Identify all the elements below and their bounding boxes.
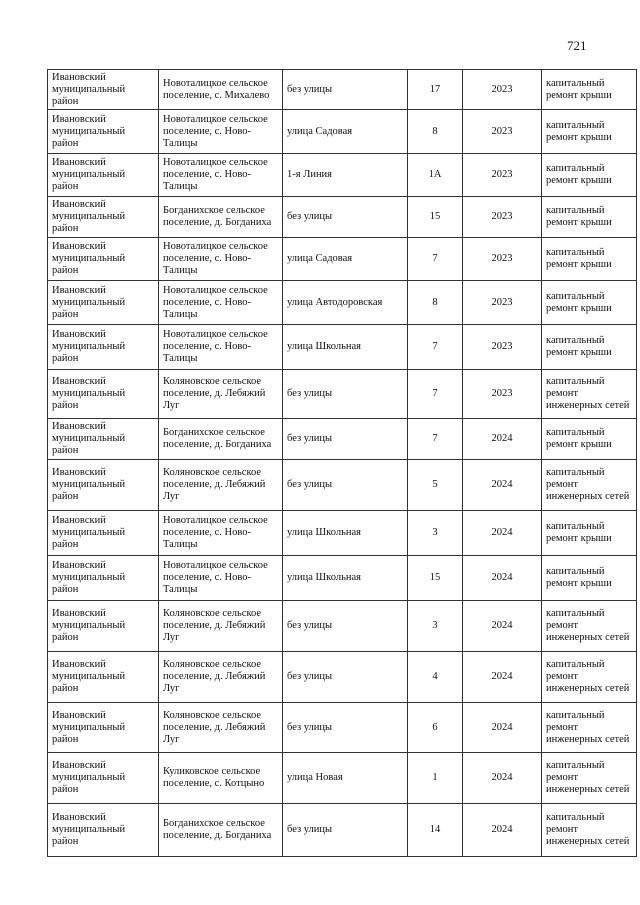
- district-cell: Ивановский муниципальный район: [48, 70, 159, 110]
- work-type-cell: капитальный ремонт крыши: [542, 511, 637, 556]
- house-number-cell: 7: [408, 370, 463, 419]
- street-cell: без улицы: [283, 460, 408, 511]
- district-cell: Ивановский муниципальный район: [48, 753, 159, 804]
- street-cell: без улицы: [283, 601, 408, 652]
- street-cell: без улицы: [283, 804, 408, 857]
- year-cell: 2024: [463, 703, 542, 753]
- work-type-cell: капитальный ремонт инженерных сетей: [542, 652, 637, 703]
- work-type-cell: капитальный ремонт крыши: [542, 419, 637, 460]
- house-number-cell: 8: [408, 110, 463, 154]
- year-cell: 2024: [463, 511, 542, 556]
- street-cell: без улицы: [283, 370, 408, 419]
- table-row: [48, 70, 637, 110]
- settlement-cell: Богданихское сельское поселение, д. Богданиха: [159, 419, 283, 460]
- year-cell: 2024: [463, 804, 542, 857]
- district-cell: Ивановский муниципальный район: [48, 419, 159, 460]
- street-cell: улица Новая: [283, 753, 408, 804]
- house-number-cell: 7: [408, 238, 463, 281]
- street-cell: 1-я Линия: [283, 154, 408, 197]
- year-cell: 2024: [463, 460, 542, 511]
- work-type-cell: капитальный ремонт крыши: [542, 154, 637, 197]
- district-cell: Ивановский муниципальный район: [48, 325, 159, 370]
- year-cell: 2024: [463, 652, 542, 703]
- street-cell: без улицы: [283, 197, 408, 238]
- house-number-cell: 5: [408, 460, 463, 511]
- district-cell: Ивановский муниципальный район: [48, 804, 159, 857]
- district-cell: Ивановский муниципальный район: [48, 281, 159, 325]
- settlement-cell: Новоталицкое сельское поселение, с. Ново-Талицы: [159, 154, 283, 197]
- settlement-cell: Богданихское сельское поселение, д. Богданиха: [159, 197, 283, 238]
- work-type-cell: капитальный ремонт крыши: [542, 110, 637, 154]
- table-body: [48, 70, 637, 857]
- district-cell: Ивановский муниципальный район: [48, 154, 159, 197]
- table-row: [48, 197, 637, 238]
- house-number-cell: 15: [408, 197, 463, 238]
- house-number-cell: 15: [408, 556, 463, 601]
- house-number-cell: 7: [408, 419, 463, 460]
- page-number: 721: [567, 38, 587, 53]
- year-cell: 2023: [463, 154, 542, 197]
- house-number-cell: 14: [408, 804, 463, 857]
- district-cell: Ивановский муниципальный район: [48, 511, 159, 556]
- work-type-cell: капитальный ремонт крыши: [542, 556, 637, 601]
- settlement-cell: Новоталицкое сельское поселение, с. Ново-Талицы: [159, 238, 283, 281]
- district-cell: Ивановский муниципальный район: [48, 601, 159, 652]
- settlement-cell: Коляновское сельское поселение, д. Лебяжий Луг: [159, 703, 283, 753]
- house-number-cell: 17: [408, 70, 463, 110]
- settlement-cell: Новоталицкое сельское поселение, с. Михалево: [159, 70, 283, 110]
- year-cell: 2023: [463, 70, 542, 110]
- street-cell: без улицы: [283, 703, 408, 753]
- district-cell: Ивановский муниципальный район: [48, 197, 159, 238]
- work-type-cell: капитальный ремонт инженерных сетей: [542, 460, 637, 511]
- district-cell: Ивановский муниципальный район: [48, 460, 159, 511]
- house-number-cell: 7: [408, 325, 463, 370]
- settlement-cell: Коляновское сельское поселение, д. Лебяжий Луг: [159, 460, 283, 511]
- street-cell: улица Садовая: [283, 238, 408, 281]
- settlement-cell: Куликовское сельское поселение, с. Котцыно: [159, 753, 283, 804]
- table-row: [48, 556, 637, 601]
- district-cell: Ивановский муниципальный район: [48, 110, 159, 154]
- table-row: [48, 703, 637, 753]
- year-cell: 2023: [463, 238, 542, 281]
- work-type-cell: капитальный ремонт крыши: [542, 238, 637, 281]
- year-cell: 2023: [463, 370, 542, 419]
- street-cell: улица Автодоровская: [283, 281, 408, 325]
- house-number-cell: 8: [408, 281, 463, 325]
- year-cell: 2023: [463, 110, 542, 154]
- year-cell: 2024: [463, 556, 542, 601]
- table-row: [48, 753, 637, 804]
- table-row: [48, 804, 637, 857]
- settlement-cell: Богданихское сельское поселение, д. Богданиха: [159, 804, 283, 857]
- district-cell: Ивановский муниципальный район: [48, 703, 159, 753]
- street-cell: улица Школьная: [283, 556, 408, 601]
- table-row: [48, 652, 637, 703]
- house-number-cell: 1: [408, 753, 463, 804]
- table-row: [48, 110, 637, 154]
- district-cell: Ивановский муниципальный район: [48, 370, 159, 419]
- district-cell: Ивановский муниципальный район: [48, 652, 159, 703]
- work-type-cell: капитальный ремонт инженерных сетей: [542, 804, 637, 857]
- table-row: [48, 238, 637, 281]
- street-cell: без улицы: [283, 652, 408, 703]
- table-row: [48, 370, 637, 419]
- settlement-cell: Коляновское сельское поселение, д. Лебяжий Луг: [159, 370, 283, 419]
- year-cell: 2023: [463, 325, 542, 370]
- house-number-cell: 1А: [408, 154, 463, 197]
- work-type-cell: капитальный ремонт крыши: [542, 325, 637, 370]
- table-row: [48, 325, 637, 370]
- settlement-cell: Новоталицкое сельское поселение, с. Ново-Талицы: [159, 325, 283, 370]
- table-row: [48, 419, 637, 460]
- house-number-cell: 4: [408, 652, 463, 703]
- street-cell: улица Садовая: [283, 110, 408, 154]
- year-cell: 2024: [463, 601, 542, 652]
- work-type-cell: капитальный ремонт крыши: [542, 197, 637, 238]
- house-number-cell: 3: [408, 601, 463, 652]
- street-cell: улица Школьная: [283, 511, 408, 556]
- settlement-cell: Новоталицкое сельское поселение, с. Ново-Талицы: [159, 281, 283, 325]
- district-cell: Ивановский муниципальный район: [48, 556, 159, 601]
- work-type-cell: капитальный ремонт крыши: [542, 70, 637, 110]
- street-cell: без улицы: [283, 419, 408, 460]
- street-cell: улица Школьная: [283, 325, 408, 370]
- settlement-cell: Новоталицкое сельское поселение, с. Ново-Талицы: [159, 110, 283, 154]
- street-cell: без улицы: [283, 70, 408, 110]
- work-type-cell: капитальный ремонт инженерных сетей: [542, 703, 637, 753]
- work-type-cell: капитальный ремонт инженерных сетей: [542, 370, 637, 419]
- work-type-cell: капитальный ремонт крыши: [542, 281, 637, 325]
- table-row: [48, 601, 637, 652]
- work-type-cell: капитальный ремонт инженерных сетей: [542, 601, 637, 652]
- house-number-cell: 3: [408, 511, 463, 556]
- settlement-cell: Новоталицкое сельское поселение, с. Ново-Талицы: [159, 511, 283, 556]
- year-cell: 2024: [463, 419, 542, 460]
- house-number-cell: 6: [408, 703, 463, 753]
- table-row: [48, 511, 637, 556]
- housing-repair-table: [47, 69, 637, 857]
- table-row: [48, 154, 637, 197]
- settlement-cell: Коляновское сельское поселение, д. Лебяжий Луг: [159, 652, 283, 703]
- table-row: [48, 281, 637, 325]
- work-type-cell: капитальный ремонт инженерных сетей: [542, 753, 637, 804]
- year-cell: 2023: [463, 281, 542, 325]
- year-cell: 2024: [463, 753, 542, 804]
- table-row: [48, 460, 637, 511]
- year-cell: 2023: [463, 197, 542, 238]
- settlement-cell: Коляновское сельское поселение, д. Лебяжий Луг: [159, 601, 283, 652]
- settlement-cell: Новоталицкое сельское поселение, с. Ново-Талицы: [159, 556, 283, 601]
- district-cell: Ивановский муниципальный район: [48, 238, 159, 281]
